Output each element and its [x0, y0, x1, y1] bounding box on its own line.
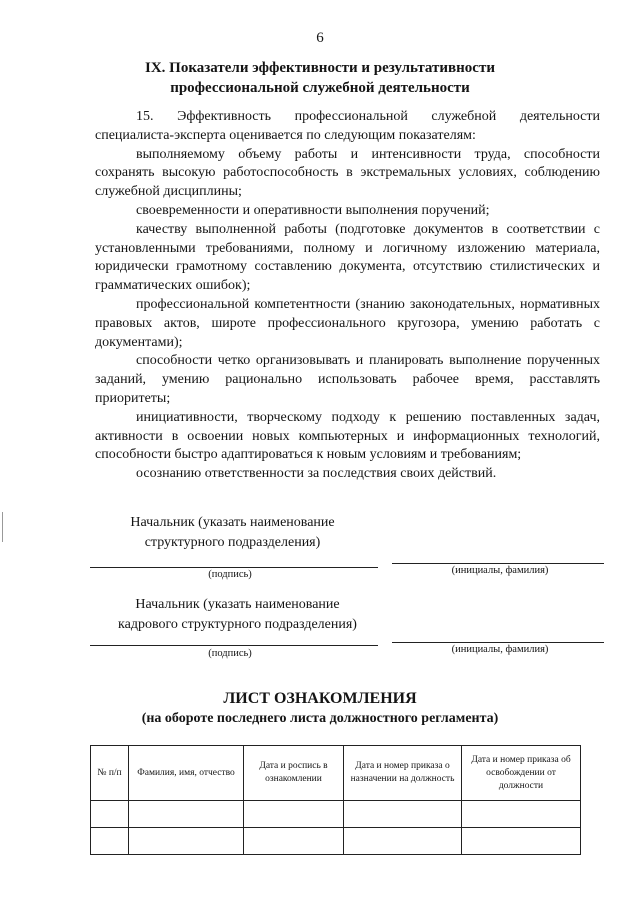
column-header-dismissal: Дата и номер приказа об освобождении от должности	[462, 746, 581, 801]
paragraph: инициативности, творческому подходу к решению поставленных задач, активности в освоении новых компьютерных и информационных технологий, способности быстро адаптироваться к новым условиям и требованиям;	[95, 409, 600, 463]
table-cell	[344, 828, 462, 855]
column-header-name: Фамилия, имя, отчество	[129, 746, 244, 801]
signature-title-line-2: кадрового структурного подразделения)	[118, 617, 357, 632]
section-title-line-1: IX. Показатели эффективности и результативности	[145, 60, 495, 76]
paragraph: способности четко организовывать и планировать выполнение порученных заданий, умению рационально использовать рабочее время, расставлять приоритеты;	[95, 353, 600, 406]
table-cell	[129, 828, 244, 855]
table-header-row	[91, 746, 581, 801]
paragraph: профессиональной компетентности (знанию законодательных, нормативных правовых актов, широте профессионального кругозора, умению работать с документами);	[95, 296, 600, 350]
acknowledgement-table	[90, 745, 581, 855]
paragraph: выполняемому объему работы и интенсивности труда, способности сохранять высокую работоспособность в экстремальных условиях, соблюдению служебной дисциплины;	[95, 146, 600, 200]
signature-title-line-1: Начальник (указать наименование	[135, 597, 340, 612]
column-header-number: № п/п	[91, 746, 129, 801]
name-caption: (инициалы, фамилия)	[451, 644, 549, 655]
signature-block-2-title	[100, 595, 375, 635]
signature-line	[90, 645, 378, 646]
paragraph: качеству выполненной работы (подготовке документов в соответствии с установленными требованиями, полному и логичному изложению материала, юридически грамотному составлению документа, отсутствию стилистических и грамматических ошибок);	[95, 221, 600, 294]
table-cell	[244, 828, 344, 855]
name-line	[392, 563, 604, 564]
table-row	[91, 828, 581, 855]
signature-title-line-1: Начальник (указать наименование	[130, 515, 335, 530]
table-row	[91, 801, 581, 828]
column-header-signature: Дата и роспись в ознакомлении	[244, 746, 344, 801]
section-title-line-2: профессиональной служебной деятельности	[170, 80, 470, 96]
signature-block-1-title	[100, 513, 365, 553]
table-cell	[462, 828, 581, 855]
paragraph: своевременности и оперативности выполнения поручений;	[136, 202, 490, 218]
table-cell	[91, 801, 129, 828]
table-cell	[462, 801, 581, 828]
table-cell	[129, 801, 244, 828]
scan-edge-mark	[2, 512, 3, 542]
paragraph: 15. Эффективность профессиональной служебной деятельности специалиста-эксперта оценивается по следующим показателям:	[95, 109, 600, 143]
acknowledgement-title: ЛИСТ ОЗНАКОМЛЕНИЯ	[223, 690, 417, 707]
column-header-appointment: Дата и номер приказа о назначении на должность	[344, 746, 462, 801]
body-text	[95, 108, 600, 484]
section-title	[0, 58, 640, 98]
signature-title-line-2: структурного подразделения)	[144, 535, 321, 550]
signature-caption: (подпись)	[208, 648, 252, 659]
table-cell	[91, 828, 129, 855]
acknowledgement-subtitle: (на обороте последнего листа должностного регламента)	[141, 711, 499, 726]
page-number: 6	[316, 30, 324, 46]
table-cell	[244, 801, 344, 828]
table-cell	[344, 801, 462, 828]
name-caption: (инициалы, фамилия)	[451, 565, 549, 576]
paragraph: осознанию ответственности за последствия своих действий.	[136, 466, 497, 482]
name-line	[392, 642, 604, 643]
signature-caption: (подпись)	[208, 569, 252, 580]
signature-line	[90, 567, 378, 568]
